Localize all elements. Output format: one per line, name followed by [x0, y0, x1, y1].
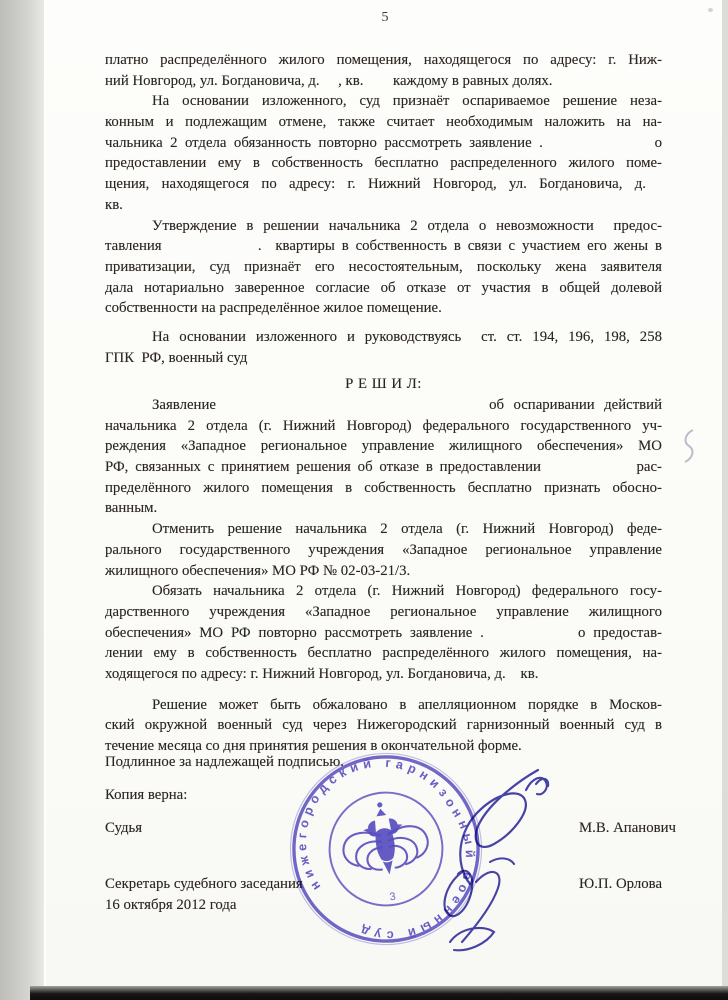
scanner-right-edge — [722, 0, 728, 1000]
document-line: тавления . квартиры в собственность в связи с участием его жены в — [105, 238, 662, 255]
document-page — [44, 0, 724, 990]
document-line: Обязать начальника 2 отдела (г. Нижний Новгород) федерального госу- — [152, 583, 662, 600]
document-line: чальника 2 отдела обязанность повторно рассмотреть заявление . о — [105, 134, 662, 151]
document-line: На основании изложенного и руководствуясь ст. ст. 194, 196, 198, 258 — [152, 328, 662, 345]
page-number: 5 — [381, 10, 389, 25]
paragraph — [105, 327, 662, 368]
document-line: жилищного обеспечения» МО РФ № 02-03-21/3. — [105, 562, 411, 579]
document-line: обеспечения» МО РФ повторно рассмотреть заявление . о предостав- — [105, 624, 662, 641]
decision-heading: Р Е Ш И Л: — [345, 376, 422, 393]
document-line: лении ему в собственность бесплатно распределённого жилого помещения, на- — [105, 645, 662, 662]
paragraph — [105, 216, 662, 319]
document-line: начальника 2 отдела (г. Нижний Новгород) федерального государственного уч- — [105, 417, 662, 434]
secretary-signature — [430, 852, 548, 962]
document-line: конным и подлежащим отмене, также считает необходимым наложить на на- — [105, 114, 662, 131]
seal-center-mark: 3 — [388, 890, 397, 904]
document-body — [105, 50, 662, 757]
document-line: течение месяца со дня принятия решения в окончательной форме. — [105, 738, 522, 754]
double-headed-eagle-icon — [337, 796, 431, 880]
document-line: Решение может быть обжаловано в апелляционном порядке в Москов- — [152, 696, 662, 713]
document-line: собственности на распределённое жилое помещение. — [105, 300, 442, 317]
scan-speck — [708, 8, 713, 12]
document-line: РФ, связанных с принятием решения об отказе в предоставлении рас- — [105, 459, 662, 476]
paragraph — [105, 581, 662, 684]
document-line: ский окружной военный суд через Нижегородский гарнизонный военный суд в — [105, 717, 662, 734]
document-line: реждения «Западное региональное управление жилищного обеспечения» МО — [105, 438, 662, 455]
document-line: Отменить решение начальника 2 отдела (г. Нижний Новгород) феде- — [152, 521, 662, 538]
judge-label: Судья — [105, 820, 143, 836]
document-line: предоставлении ему в собственность бесплатно распределенного жилого поме- — [105, 155, 662, 172]
decision-date: 16 октября 2012 года — [105, 897, 237, 913]
document-line: ванным. — [105, 500, 158, 517]
document-line: На основании изложенного, суд признаёт оспариваемое решение неза- — [152, 93, 662, 110]
paragraph — [105, 695, 662, 757]
copy-certification-label: Копия верна: — [105, 787, 188, 803]
document-line: дала нотариально заверенное согласие об отказе от участия в общей долевой — [105, 279, 662, 296]
paragraph — [105, 91, 662, 215]
scanner-bottom-shadow — [30, 986, 728, 1000]
secretary-name: Ю.П. Орлова — [579, 876, 663, 892]
document-line: дарственного учреждения «Западное региональное управление жилищного — [105, 603, 662, 620]
document-line: кв. — [105, 196, 123, 213]
scan-ink-artifact — [679, 428, 703, 464]
original-signature-note: Подлинное за надлежащей подписью. — [105, 754, 344, 770]
judge-name: М.В. Апанович — [579, 820, 676, 836]
document-line: ходящегося по адресу: г. Нижний Новгород, ул. Богдановича, д. кв. — [105, 665, 539, 682]
document-line: ний Новгород, ул. Богдановича, д. , кв. каждому в равных долях. — [105, 72, 553, 89]
document-line: платно распределённого жилого помещения, находящегося по адресу: г. Ниж- — [105, 52, 662, 68]
paragraph — [105, 395, 662, 519]
secretary-label: Секретарь судебного заседания — [105, 876, 303, 892]
document-line: приватизации, суд признаёт его несостоятельным, поскольку жена заявителя — [105, 258, 662, 275]
document-line: щения, находящегося по адресу: г. Нижний Новгород, ул. Богдановича, д. — [105, 176, 662, 193]
document-line: рального государственного учреждения «Западное региональное управление — [105, 541, 662, 558]
document-line: Заявление об оспаривании действий — [152, 397, 662, 413]
paragraph — [105, 50, 662, 91]
document-line: Утверждение в решении начальника 2 отдела о невозможности предос- — [152, 217, 662, 234]
seal-ring-text: нижегородский гарнизонный военный суд — [295, 755, 477, 943]
document-line: ГПК РФ, военный суд — [105, 349, 248, 366]
paragraph — [105, 519, 662, 581]
document-line: пределённого жилого помещения в собственность бесплатно признать обосно- — [105, 479, 662, 496]
